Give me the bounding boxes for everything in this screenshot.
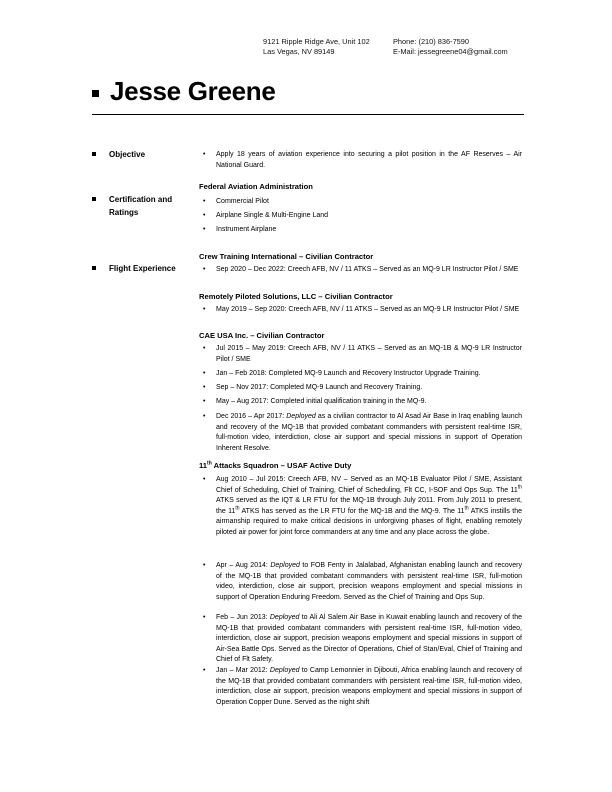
superscript: th bbox=[517, 484, 522, 491]
bullet-text bbox=[216, 305, 522, 316]
section-objective bbox=[92, 148, 145, 161]
superscript: th bbox=[464, 505, 469, 512]
bullet-text bbox=[216, 344, 522, 365]
section-label: Objective bbox=[109, 150, 146, 159]
bullet-text bbox=[216, 613, 522, 666]
bullet-square-icon bbox=[92, 152, 96, 156]
bullet-icon: • bbox=[203, 306, 206, 313]
text-run: Aug 2010 – Jul 2015: Creech AFB, NV – Served as an MQ-1B Evaluator Pilot / SME, Assistant Chief of Scheduling, Chief of Training, Chief of Scheduling, Flt CC, I-SOF and Ops Sup. The 11 bbox=[216, 476, 522, 494]
bullet-item bbox=[203, 613, 523, 666]
emphasis: Deployed bbox=[286, 413, 316, 420]
section-certification bbox=[92, 193, 192, 219]
bullet-text bbox=[216, 265, 522, 276]
bullet-square-icon bbox=[92, 197, 96, 201]
bullet-icon: • bbox=[203, 398, 206, 405]
bullet-item bbox=[203, 305, 523, 316]
bullet-text bbox=[216, 561, 522, 603]
name: Jesse Greene bbox=[110, 76, 276, 106]
bullet-icon: • bbox=[203, 226, 206, 233]
employer-heading bbox=[199, 252, 373, 262]
bullet-item bbox=[203, 211, 523, 222]
bullet-text bbox=[216, 475, 522, 538]
section-label: Flight Experience bbox=[109, 264, 176, 273]
bullet-icon: • bbox=[203, 370, 206, 377]
bullet-item bbox=[203, 225, 523, 236]
text-run: ATKS has served as the LR FTU for the MQ-1B and the MQ-9. The 11 bbox=[239, 507, 465, 515]
employer-heading bbox=[199, 331, 324, 341]
bullet-text bbox=[216, 197, 522, 208]
bullet-item bbox=[203, 666, 523, 708]
text-run: Dec 2016 – Apr 2017: bbox=[216, 413, 287, 420]
section-label: Certification and Ratings bbox=[109, 195, 173, 217]
bullet-text bbox=[216, 369, 522, 380]
text-run: to Ali Al Salem Air Base in Kuwait enabling launch and recovery of the MQ-1B that provided combatant commanders with persistent real-time ISR, full-motion video, interdiction, close air support, precision weapons employment and special missions in support of Air-Sea Battle Ops. Served as the Director of Operations, Chief of Stan/Eval, Chief of Training and Chief of Flt Safety. bbox=[216, 614, 523, 663]
text-run: 11 bbox=[199, 461, 208, 470]
divider bbox=[92, 114, 524, 115]
superscript: th bbox=[235, 505, 240, 512]
text-run: ATKS instills the airmanship required to make critical decisions in unforgiving phases of flight, enabling remotely piloted air power for joint force commanders at any time and any place across the globe. bbox=[216, 507, 522, 536]
bullet-icon: • bbox=[203, 151, 206, 158]
bullet-icon: • bbox=[203, 614, 206, 621]
bullet-item bbox=[203, 197, 523, 208]
bullet-icon: • bbox=[203, 413, 206, 420]
bullet-item bbox=[203, 561, 523, 603]
email: E-Mail: jessegreene04@gmail.com bbox=[393, 46, 508, 56]
bullet-item bbox=[203, 150, 523, 171]
bullet-item bbox=[203, 344, 523, 365]
bullet-square-icon bbox=[92, 90, 99, 97]
bullet-text bbox=[216, 383, 522, 394]
bullet-icon: • bbox=[203, 345, 206, 352]
bullet-item bbox=[203, 397, 523, 408]
bullet-icon: • bbox=[203, 266, 206, 273]
text-run: as a civilian contractor to Al Asad Air Base in Iraq enabling launch and recovery of the MQ-1B that provided combatant commanders with persistent real-time ISR, full-motion video, interdiction, close air support and special missions in support of Operation Inherent Resolve. bbox=[216, 413, 522, 452]
address bbox=[263, 37, 370, 56]
bullet-item bbox=[203, 475, 523, 538]
bullet-text bbox=[216, 412, 522, 454]
text-run: Jan – Feb 2018: Completed MQ-9 Launch and Recovery Instructor Upgrade Training. bbox=[216, 370, 481, 377]
bullet-icon: • bbox=[203, 667, 206, 674]
text-run: Feb – Jun 2013: bbox=[216, 614, 270, 621]
text-run: Remotely Piloted Solutions, LLC – Civilian Contractor bbox=[199, 292, 393, 301]
address-line-2: Las Vegas, NV 89149 bbox=[263, 46, 335, 56]
bullet-text bbox=[216, 666, 522, 708]
text-run: Apr – Aug 2014: bbox=[216, 562, 271, 569]
emphasis: Deployed bbox=[269, 667, 300, 674]
employer-heading bbox=[199, 461, 351, 471]
text-run: Jul 2015 – May 2019: Creech AFB, NV / 11 ATKS – Served as an MQ-1B & MQ-9 LR Instructor Pilot / SME bbox=[216, 345, 522, 363]
employer-heading bbox=[199, 292, 393, 302]
text-run: Airplane Single & Multi-Engine Land bbox=[216, 212, 329, 219]
bullet-text bbox=[216, 150, 522, 171]
bullet-text bbox=[216, 397, 522, 408]
bullet-item bbox=[203, 412, 523, 454]
emphasis: Deployed bbox=[269, 614, 300, 621]
text-run: Sep – Nov 2017: Completed MQ-9 Launch and Recovery Training. bbox=[216, 384, 423, 391]
address-line-1: 9121 Ripple Ridge Ave, Unit 102 bbox=[263, 37, 370, 46]
superscript: th bbox=[207, 460, 212, 467]
text-run: ATKS served as the IQT & LR FTU for the MQ-1B through July 2011. From July 2011 to present, the 11 bbox=[216, 497, 522, 515]
bullet-icon: • bbox=[203, 212, 206, 219]
contact-info bbox=[393, 37, 508, 56]
text-run: to Camp Lemonnier in Djibouti, Africa enabling launch and recovery of the MQ-1B that provided combatant commanders with persistent real-time ISR, full-motion video, interdiction, close air support, precision weapons employment and special missions in support of Operation Copper Dune. Served as the night shift bbox=[216, 667, 522, 706]
bullet-item bbox=[203, 265, 523, 276]
emphasis: Deployed bbox=[270, 562, 300, 569]
text-run: Instrument Airplane bbox=[216, 226, 277, 233]
bullet-icon: • bbox=[203, 198, 206, 205]
text-run: CAE USA Inc. – Civilian Contractor bbox=[199, 331, 325, 340]
employer-heading bbox=[199, 182, 313, 192]
bullet-icon: • bbox=[203, 476, 206, 483]
text-run: Jan – Mar 2012: bbox=[216, 667, 270, 674]
text-run: to FOB Fenty in Jalalabad, Afghanistan enabling launch and recovery of the MQ-1B that provided combatant commanders with persistent real-time ISR, full-motion video, interdiction, close air support, precision weapons employment and special missions in support of Operation Enduring Freedom. Served as the Chief of Training and Ops Sup. bbox=[216, 562, 523, 601]
section-flight-experience bbox=[92, 262, 176, 275]
text-run: Attacks Squadron – USAF Active Duty bbox=[211, 461, 352, 470]
name-heading bbox=[92, 76, 276, 107]
text-run: Sep 2020 – Dec 2022: Creech AFB, NV / 11 ATKS – Served as an MQ-9 LR Instructor Pilot / SME bbox=[216, 266, 519, 273]
bullet-text bbox=[216, 211, 522, 222]
bullet-text bbox=[216, 225, 522, 236]
text-run: May – Aug 2017: Completed initial qualification training in the MQ-9. bbox=[216, 398, 427, 405]
bullet-icon: • bbox=[203, 562, 206, 569]
text-run: Commercial Pilot bbox=[216, 198, 269, 205]
text-run: May 2019 – Sep 2020: Creech AFB, NV / 11 ATKS – Served as an MQ-9 LR Instructor Pilot / SME bbox=[216, 306, 520, 313]
bullet-item bbox=[203, 383, 523, 394]
text-run: Crew Training International – Civilian Contractor bbox=[199, 252, 374, 261]
bullet-square-icon bbox=[92, 266, 96, 270]
text-run: Apply 18 years of aviation experience into securing a pilot position in the AF Reserves – Air National Guard. bbox=[216, 151, 522, 169]
phone: Phone: (210) 836-7590 bbox=[393, 37, 470, 46]
bullet-item bbox=[203, 369, 523, 380]
bullet-icon: • bbox=[203, 384, 206, 391]
text-run: Federal Aviation Administration bbox=[199, 182, 313, 191]
